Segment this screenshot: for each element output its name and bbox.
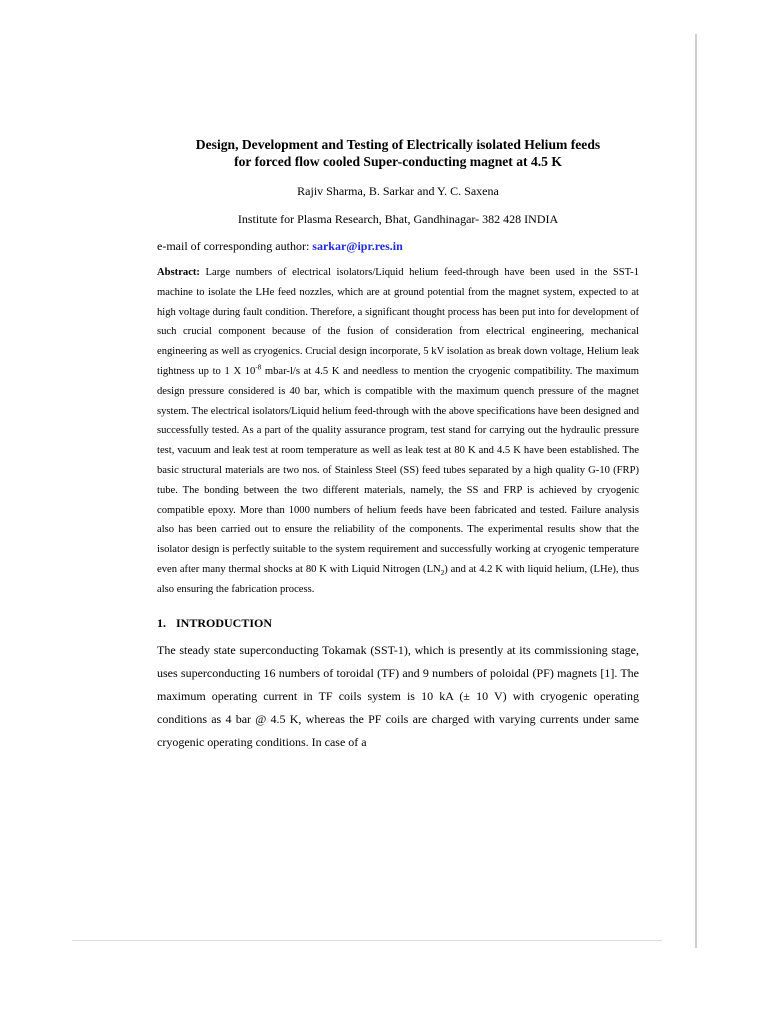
title-line-1: Design, Development and Testing of Electrically isolated Helium feeds bbox=[195, 137, 601, 152]
affiliation: Institute for Plasma Research, Bhat, Gandhinagar- 382 428 INDIA bbox=[237, 212, 559, 226]
corresponding-email bbox=[157, 239, 639, 253]
section-heading-introduction bbox=[157, 616, 639, 630]
abstract-text-part2: mbar-l/s at 4.5 K and needless to mention the cryogenic compatibility. The maximum design pressure considered is 40 bar, which is compatible with the maximum quench pressure of the magnet system. The electrical isolators/Liquid helium feed-through with the above specifications have been designed and successfully tested. As a part of the quality assurance program, test stand for carrying out the hydraulic pressure test, vacuum and leak test at room temperature as well as leak test at 80 K and 4.5 K have been established. The basic structural materials are two nos. of Stainless Steel (SS) feed tubes separated by a high quality G-10 (FRP) tube. The bonding between the two different materials, namely, the SS and FRP is achieved by cryogenic compatible epoxy. More than 1000 numbers of helium feeds have been fabricated and tested. Failure analysis also has been carried out to ensure the reliability of the components. The experimental results show that the isolator design is perfectly suitable to the system requirement and successfully working at cryogenic temperature even after many thermal shocks at 80 K with Liquid Nitrogen (LN bbox=[157, 365, 639, 575]
abstract-label: Abstract: bbox=[157, 267, 200, 278]
abstract-exponent: -8 bbox=[255, 363, 262, 372]
page-bottom-divider bbox=[72, 940, 662, 941]
abstract-subscript: 2 bbox=[440, 569, 445, 578]
abstract-text-part3: ) and at 4.2 K with liquid helium, (LHe), thus also ensuring the fabrication process. bbox=[157, 563, 640, 595]
section-number: 1. bbox=[157, 615, 166, 630]
authors: Rajiv Sharma, B. Sarkar and Y. C. Saxena bbox=[297, 184, 499, 198]
section-title: INTRODUCTION bbox=[176, 615, 273, 630]
email-link[interactable]: sarkar@ipr.res.in bbox=[312, 239, 403, 253]
paper-title bbox=[157, 136, 639, 170]
paper-content bbox=[157, 136, 639, 754]
abstract-text-part1: Large numbers of electrical isolators/Liquid helium feed-through have been used in the SST-1 machine to isolate the LHe feed nozzles, which are at ground potential from the magnet system, expected to at high voltage during fault condition. Therefore, a significant thought process has been put into for development of such crucial component because of the fusion of consideration from electrical engineering, mechanical engineering as well as cryogenics. Crucial design incorporate, 5 kV isolation as break down voltage, Helium leak tightness up to 1 X 10 bbox=[157, 267, 639, 377]
introduction-paragraph: The steady state superconducting Tokamak (SST-1), which is presently at its commissioning stage, uses superconducting 16 numbers of toroidal (TF) and 9 numbers of poloidal (PF) magnets [1]. The maximum operating current in TF coils system is 10 kA (± 10 V) with cryogenic operating conditions as 4 bar @ 4.5 K, whereas the PF coils are charged with varying currents under same cryogenic operating conditions. In case of a bbox=[157, 642, 639, 749]
title-line-2: for forced flow cooled Super-conducting magnet at 4.5 K bbox=[234, 154, 562, 169]
page-edge-divider bbox=[695, 34, 697, 948]
email-label: e-mail of corresponding author: bbox=[157, 239, 313, 253]
abstract bbox=[157, 263, 639, 600]
